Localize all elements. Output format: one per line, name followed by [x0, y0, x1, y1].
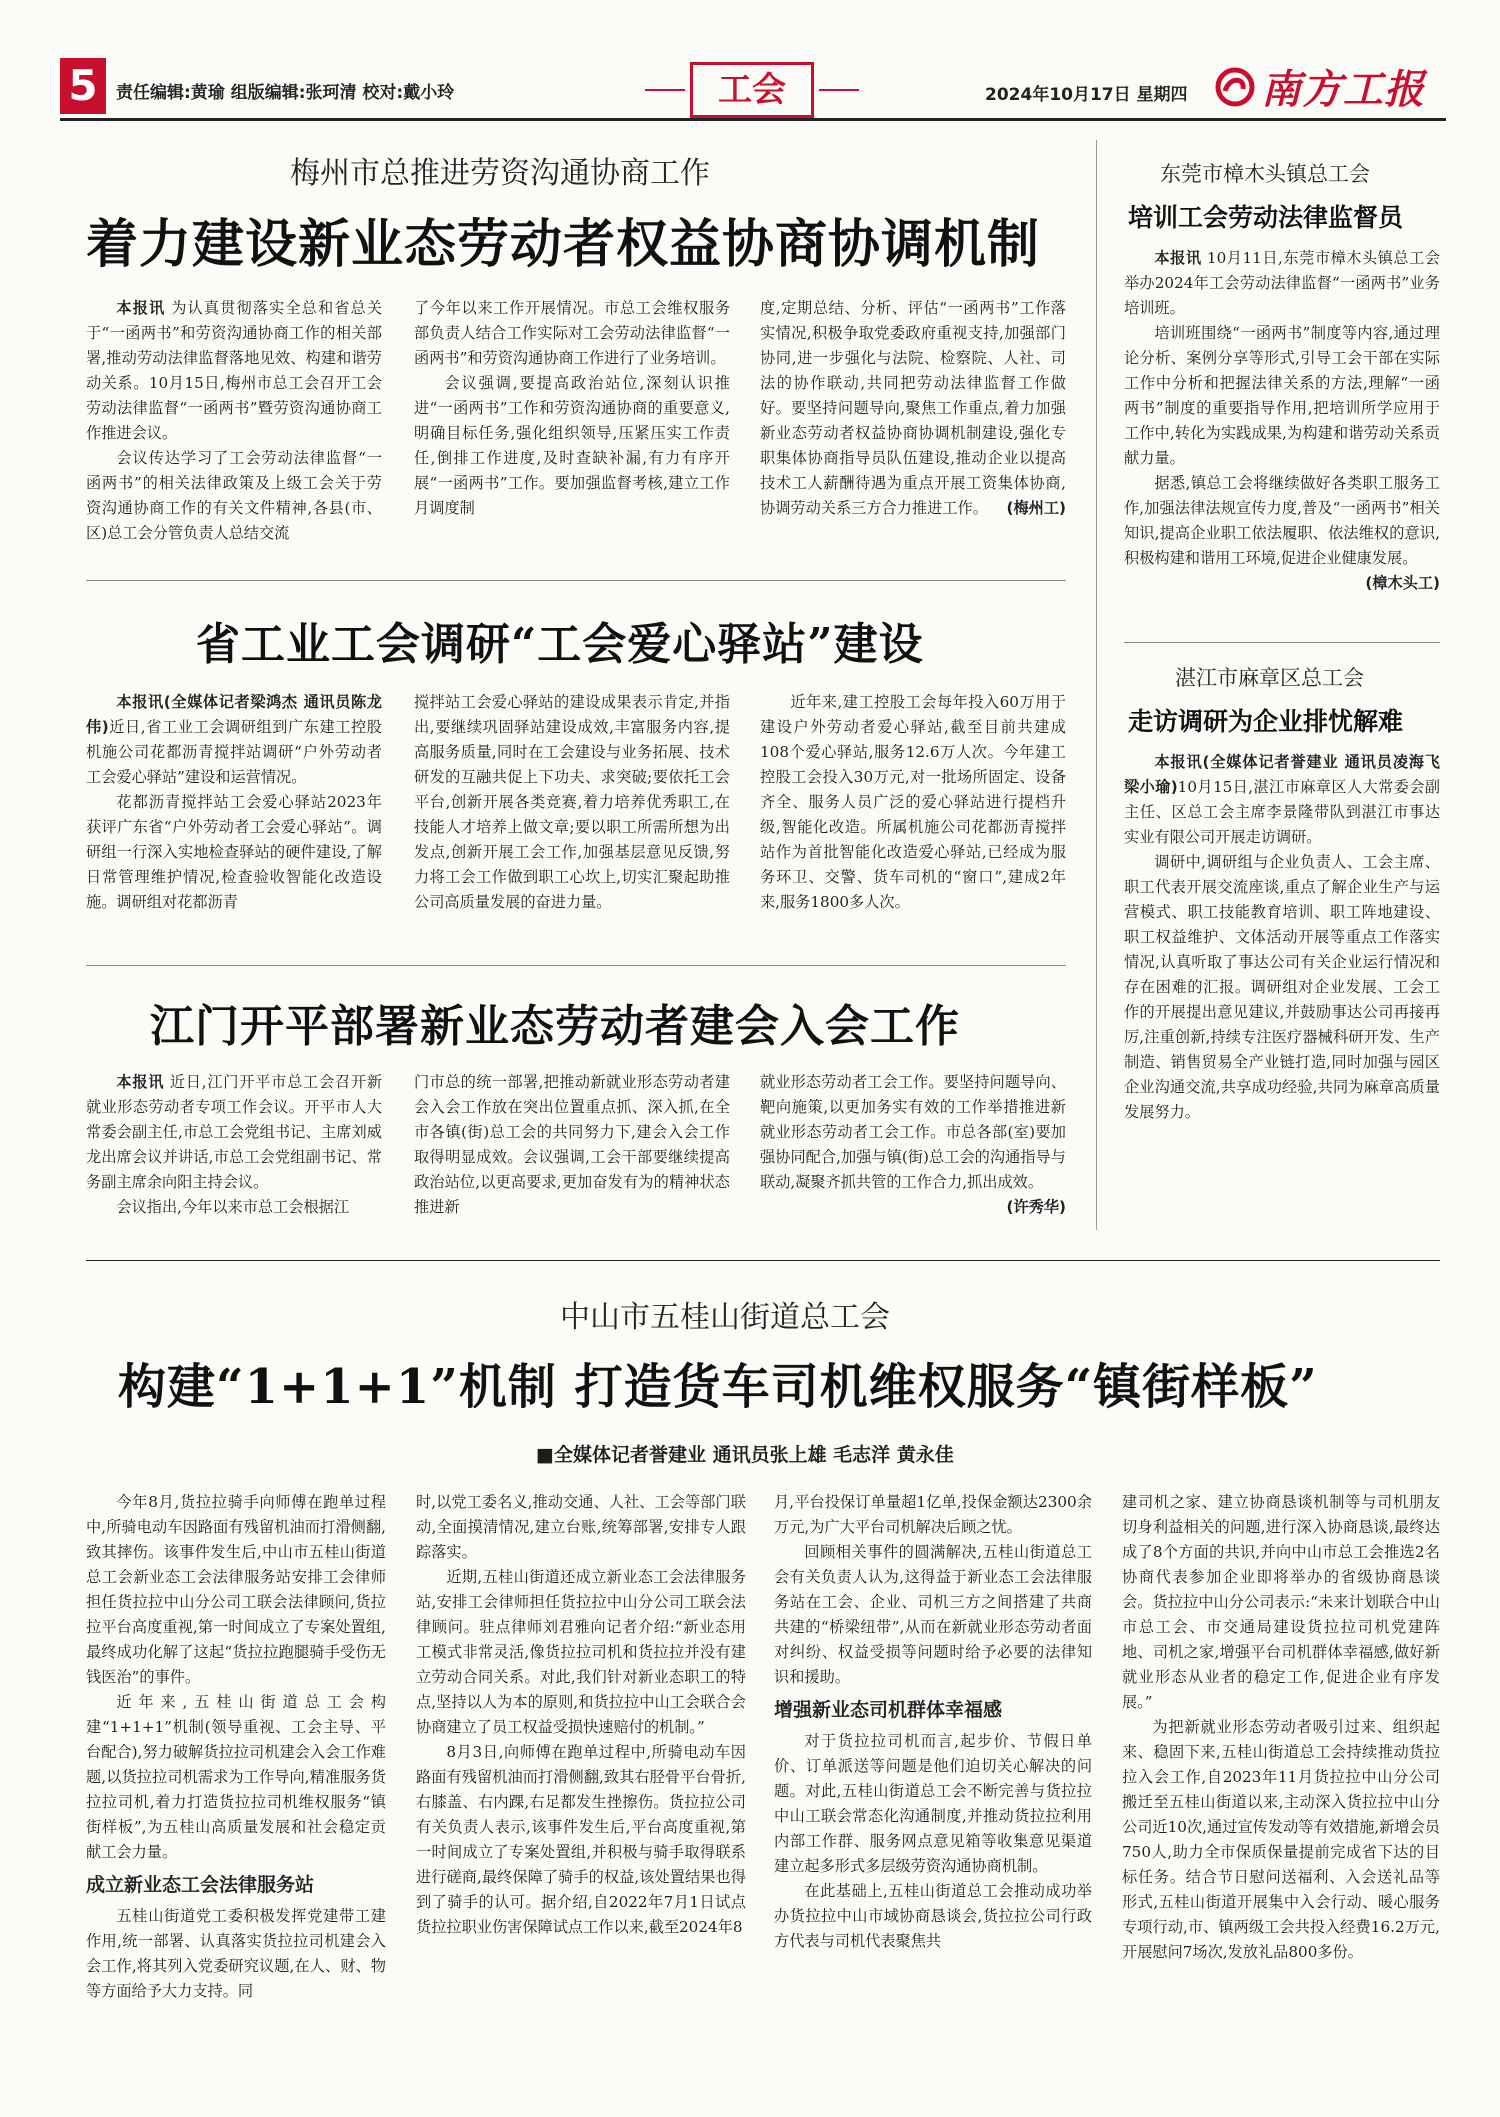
paragraph: 度,定期总结、分析、评估“一函两书”工作落实情况,积极争取党委政府重视支持,加强部门协同,进一步强化与法院、检察院、人社、司法的协作联动,共同把劳动法律监督工作做好。要坚持问题导向,聚焦工作重点,着力加强新业态劳动者权益协商协调机制建设,强化专职集体协商指导员队伍建设,推动企业以提高技术工人薪酬待遇为重点开展工资集体协商,协调劳动关系三方合力推进工作。 — [760, 299, 1066, 517]
article4-column-4 — [1122, 1490, 1440, 1965]
article4-kicker: 中山市五桂山街道总工会 — [560, 1300, 890, 1335]
lead-tag: 本报讯(全媒体记者誉建业 通讯员凌海飞 梁小瑜) — [1124, 753, 1440, 796]
article1-column-2 — [414, 296, 730, 521]
article3-headline: 江门开平部署新业态劳动者建会入会工作 — [150, 1001, 960, 1052]
lead-tag: 本报讯 — [1154, 249, 1202, 267]
article3-column-2 — [414, 1070, 730, 1220]
divider — [86, 580, 1066, 581]
sidebar2-body — [1124, 750, 1440, 1125]
signature: (许秀华) — [1006, 1198, 1066, 1216]
paragraph: 近期,五桂山街道还成立新业态工会法律服务站,安排工会律师担任货拉拉中山分公司工联会法律顾问。驻点律师刘君雅向记者介绍:“新业态用工模式非常灵活,像货拉拉司机和货拉拉并没有建立劳动合同关系。对此,我们针对新业态职工的特点,坚持以人为本的原则,和货拉拉中山工会联合会协商建立了员工权益受损快速赔付的机制。” — [416, 1568, 746, 1736]
article3-column-3 — [760, 1070, 1066, 1220]
article2-column-1 — [86, 690, 382, 915]
article1-kicker: 梅州市总推进劳资沟通协商工作 — [290, 156, 710, 191]
paragraph: 培训班围绕“一函两书”制度等内容,通过理论分析、案例分享等形式,引导工会干部在实际工作中分析和把握法律关系的方法,理解“一函两书”制度的重要指导作用,把培训所学应用于工作中,转化为实践成果,为构建和谐劳动关系贡献力量。 — [1124, 324, 1440, 467]
lead-tag: 本报讯 — [116, 299, 166, 317]
article4-column-1 — [86, 1490, 386, 2004]
divider — [86, 965, 1066, 966]
article2-headline: 省工业工会调研“工会爱心驿站”建设 — [196, 619, 924, 670]
paragraph: 近年来,建工控股工会每年投入60万用于建设户外劳动者爱心驿站,截至目前共建成108个爱心驿站,服务12.6万人次。今年建工控股工会投入30万元,对一批场所固定、设备齐全、服务人员广泛的爱心驿站进行提档升级,智能化改造。所属机施公司花都沥青搅拌站作为首批智能化改造爱心驿站,已经成为服务环卫、交警、货车司机的“窗口”,建成2年来,服务1800多人次。 — [760, 693, 1066, 911]
paragraph: 门市总的统一部署,把推动新就业形态劳动者建会入会工作放在突出位置重点抓、深入抓,在全市各镇(街)总工会的共同努力下,建会入会工作取得明显成效。会议强调,工会干部要继续提高政治站位,以更高要求,更加奋发有为的精神状态推进新 — [414, 1073, 730, 1216]
signature: (樟木头工) — [1365, 574, 1440, 592]
paragraph: 会议指出,今年以来市总工会根据江 — [116, 1198, 350, 1216]
paragraph: 建司机之家、建立协商恳谈机制等与司机朋友切身利益相关的问题,进行深入协商恳谈,最终达成了8个方面的共识,并向中山市总工会推选2名协商代表参加企业即将举办的省级协商恳谈会。货拉拉中山分公司表示:“未来计划联合中山市总工会、市交通局建设货拉拉司机党建阵地、司机之家,增强平台司机群体幸福感,做好新就业形态从业者的稳定工作,促进企业有序发展。” — [1122, 1493, 1440, 1711]
article4-column-2 — [416, 1490, 746, 1940]
section-label: 工会 — [690, 62, 814, 118]
sidebar1-kicker: 东莞市樟木头镇总工会 — [1160, 162, 1370, 186]
paragraph: 调研中,调研组与企业负责人、工会主席、职工代表开展交流座谈,重点了解企业生产与运营模式、职工技能教育培训、职工阵地建设、职工权益维护、文体活动开展等重点工作落实情况,认真听取了事达公司有关企业运行情况和存在困难的汇报。调研组对企业发展、工会工作的开展提出意见建议,并鼓励事达公司再接再厉,注重创新,持续专注医疗器械科研开发、生产制造、销售贸易全产业链打造,同时加强与园区企业沟通交流,共享成功经验,共同为麻章高质量发展努力。 — [1124, 853, 1440, 1121]
subheading: 成立新业态工会法律服务站 — [86, 1874, 315, 1896]
paragraph: 10月15日,湛江市麻章区人大常委会副主任、区总工会主席李景隆带队到湛江市事达实业有限公司开展走访调研。 — [1124, 778, 1440, 846]
divider — [1124, 642, 1440, 643]
masthead — [1215, 58, 1425, 115]
paragraph: 搅拌站工会爱心驿站的建设成果表示肯定,并指出,要继续巩固驿站建设成效,丰富服务内容,提高服务质量,同时在工会建设与业务拓展、技术研发的互融共促上下功夫、求突破;要依托工会平台,创新开展各类竞赛,着力培养优秀职工,在技能人才培养上做文章;要以职工所需所想为出发点,创新开展工会工作,加强基层意见反馈,努力将工会工作做到职工心坎上,切实汇聚起助推公司高质量发展的奋进力量。 — [414, 693, 730, 911]
paragraph: 会议传达学习了工会劳动法律监督“一函两书”的相关法律政策及上级工会关于劳资沟通协商工作的有关文件精神,各县(市、区)总工会分管负责人总结交流 — [86, 449, 382, 542]
paragraph: 今年8月,货拉拉骑手向师傅在跑单过程中,所骑电动车因路面有残留机油而打滑侧翻,致其摔伤。该事件发生后,中山市五桂山街道总工会新业态工会法律服务站安排工会律师担任货拉拉中山分公司工联会法律顾问,货拉拉平台高度重视,第一时间成立了专案处置组,最终成功化解了这起“货拉拉跑腿骑手受伤无钱医治”的事件。 — [86, 1493, 386, 1686]
paragraph: 会议强调,要提高政治站位,深刻认识推进“一函两书”工作和劳资沟通协商的重要意义,明确目标任务,强化组织领导,压紧压实工作责任,倒排工作进度,及时查缺补漏,有力有序开展“一函两书”工作。要加强监督考核,建立工作月调度制 — [414, 374, 730, 517]
paragraph: 就业形态劳动者工会工作。要坚持问题导向、靶向施策,以更加务实有效的工作举措推进新就业形态劳动者工会工作。市总各部(室)要加强协同配合,加强与镇(街)总工会的沟通指导与联动,凝聚齐抓共管的工作合力,抓出成效。 — [760, 1073, 1066, 1191]
page-number: 5 — [60, 58, 106, 114]
paragraph: 花都沥青搅拌站工会爱心驿站2023年获评广东省“户外劳动者工会爱心驿站”。调研组一行深入实地检查驿站的硬件建设,了解日常管理维护情况,检查验收智能化改造设施。调研组对花都沥青 — [86, 793, 382, 911]
issue-date: 2024年10月17日 星期四 — [985, 85, 1188, 105]
paragraph: 近日,江门开平市总工会召开新就业形态劳动者专项工作会议。开平市人大常委会副主任,市总工会党组书记、主席刘威龙出席会议并讲话,市总工会党组副书记、常务副主席余向阳主持会议。 — [86, 1073, 383, 1191]
paragraph: 时,以党工委名义,推动交通、人社、工会等部门联动,全面摸清情况,建立台账,统筹部署,安排专人跟踪落实。 — [416, 1493, 746, 1561]
masthead-title: 南方工报 — [1261, 66, 1425, 113]
article2-column-3 — [760, 690, 1066, 915]
signature: (梅州工) — [1006, 499, 1066, 517]
sidebar1-body — [1124, 246, 1440, 596]
paragraph: 近日,省工业工会调研组到广东建工控股机施公司花都沥青搅拌站调研“户外劳动者工会爱心驿站”建设和运营情况。 — [86, 718, 382, 786]
article4-headline: 构建“1+1+1”机制 打造货车司机维权服务“镇街样板” — [118, 1359, 1318, 1415]
paragraph: 8月3日,向师傅在跑单过程中,所骑电动车因路面有残留机油而打滑侧翻,致其右胫骨平台骨折,右膝盖、右内踝,右足都发生挫擦伤。货拉拉公司有关负责人表示,该事件发生后,平台高度重视,第一时间成立了专案处置组,并积极与骑手取得联系进行磋商,最终保障了骑手的权益,该处置结果也得到了骑手的认可。据介绍,自2022年7月1日试点货拉拉职业伤害保障试点工作以来,截至2024年8 — [416, 1743, 746, 1936]
lead-tag: 本报讯(全媒体记者梁鸿杰 通讯员陈龙伟) — [86, 693, 382, 736]
sidebar2-kicker: 湛江市麻章区总工会 — [1175, 666, 1364, 690]
paragraph: 近年来,五桂山街道总工会构建“1+1+1”机制(领导重视、工会主导、平台配合),努力破解货拉拉司机建会入会工作难题,以货拉拉司机需求为工作导向,精准服务货拉拉司机,着力打造货拉拉司机维权服务“镇街样板”,为五桂山高质量发展和社会稳定贡献工会力量。 — [86, 1693, 386, 1861]
sidebar2-headline: 走访调研为企业排忧解难 — [1128, 707, 1404, 736]
paragraph: 在此基础上,五桂山街道总工会推动成功举办货拉拉中山市域协商恳谈会,货拉拉公司行政方代表与司机代表聚焦共 — [774, 1882, 1092, 1950]
article1-headline: 着力建设新业态劳动者权益协商协调机制 — [86, 214, 1041, 275]
article1-column-3 — [760, 296, 1066, 521]
paragraph: 回顾相关事件的圆满解决,五桂山街道总工会有关负责人认为,这得益于新业态工会法律服务站在工会、企业、司机三方之间搭建了共商共建的“桥梁纽带”,从而在新就业形态劳动者面对纠纷、权益受损等问题时给予必要的法律知识和援助。 — [774, 1543, 1092, 1686]
paragraph: 对于货拉拉司机而言,起步价、节假日单价、订单派送等问题是他们迫切关心解决的问题。对此,五桂山街道总工会不断完善与货拉拉中山工联会常态化沟通制度,并推动货拉拉利用内部工作群、服务网点意见箱等收集意见渠道建立起多形式多层级劳资沟通协商机制。 — [774, 1732, 1092, 1875]
swirl-logo-icon — [1215, 67, 1255, 107]
article4-column-3 — [774, 1490, 1092, 1954]
lead-tag: 本报讯 — [116, 1073, 165, 1091]
paragraph: 五桂山街道党工委积极发挥党建带工建作用,统一部署、认真落实货拉拉司机建会入会工作,将其列入党委研究议题,在人、财、物等方面给予大力支持。同 — [86, 1907, 386, 2000]
paragraph: 为把新就业形态劳动者吸引过来、组织起来、稳固下来,五桂山街道总工会持续推动货拉拉入会工作,自2023年11月货拉拉中山分公司搬迁至五桂山街道以来,主动深入货拉拉中山分公司近10次,通过宣传发动等有效措施,新增会员750人,助力全市保质保量提前完成省下达的目标任务。结合节日慰问送福利、入会送礼品等形式,五桂山街道开展集中入会行动、暖心服务专项行动,市、镇两级工会共投入经费16.2万元,开展慰问7场次,发放礼品800多份。 — [1122, 1718, 1440, 1961]
paragraph: 10月11日,东莞市樟木头镇总工会举办2024年工会劳动法律监督“一函两书”业务培训班。 — [1124, 249, 1441, 317]
editor-credits: 责任编辑:黄瑜 组版编辑:张珂清 校对:戴小玲 — [116, 83, 455, 103]
subheading: 增强新业态司机群体幸福感 — [774, 1699, 1003, 1721]
paragraph: 月,平台投保订单量超1亿单,投保金额达2300余万元,为广大平台司机解决后顾之忧。 — [774, 1493, 1092, 1536]
header-rule — [60, 118, 1446, 121]
paragraph: 据悉,镇总工会将继续做好各类职工服务工作,加强法律法规宣传力度,普及“一函两书”相关知识,提高企业职工依法履职、依法维权的意识,积极构建和谐用工环境,促进企业健康发展。 — [1124, 474, 1440, 567]
paragraph: 为认真贯彻落实全总和省总关于“一函两书”和劳资沟通协商工作的相关部署,推动劳动法律监督落地见效、构建和谐劳动关系。10月15日,梅州市总工会召开工会劳动法律监督“一函两书”暨劳资沟通协商工作推进会议。 — [86, 299, 383, 442]
article3-column-1 — [86, 1070, 382, 1220]
section-rule — [86, 1260, 1440, 1261]
article1-column-1 — [86, 296, 382, 546]
sidebar1-headline: 培训工会劳动法律监督员 — [1128, 203, 1404, 232]
article4-byline: ■全媒体记者誉建业 通讯员张上雄 毛志洋 黄永佳 — [536, 1444, 954, 1466]
paragraph: 了今年以来工作开展情况。市总工会维权服务部负责人结合工作实际对工会劳动法律监督“一函两书”和劳资沟通协商工作进行了业务培训。 — [414, 299, 730, 367]
sidebar-divider — [1096, 140, 1097, 1230]
article2-column-2 — [414, 690, 730, 915]
